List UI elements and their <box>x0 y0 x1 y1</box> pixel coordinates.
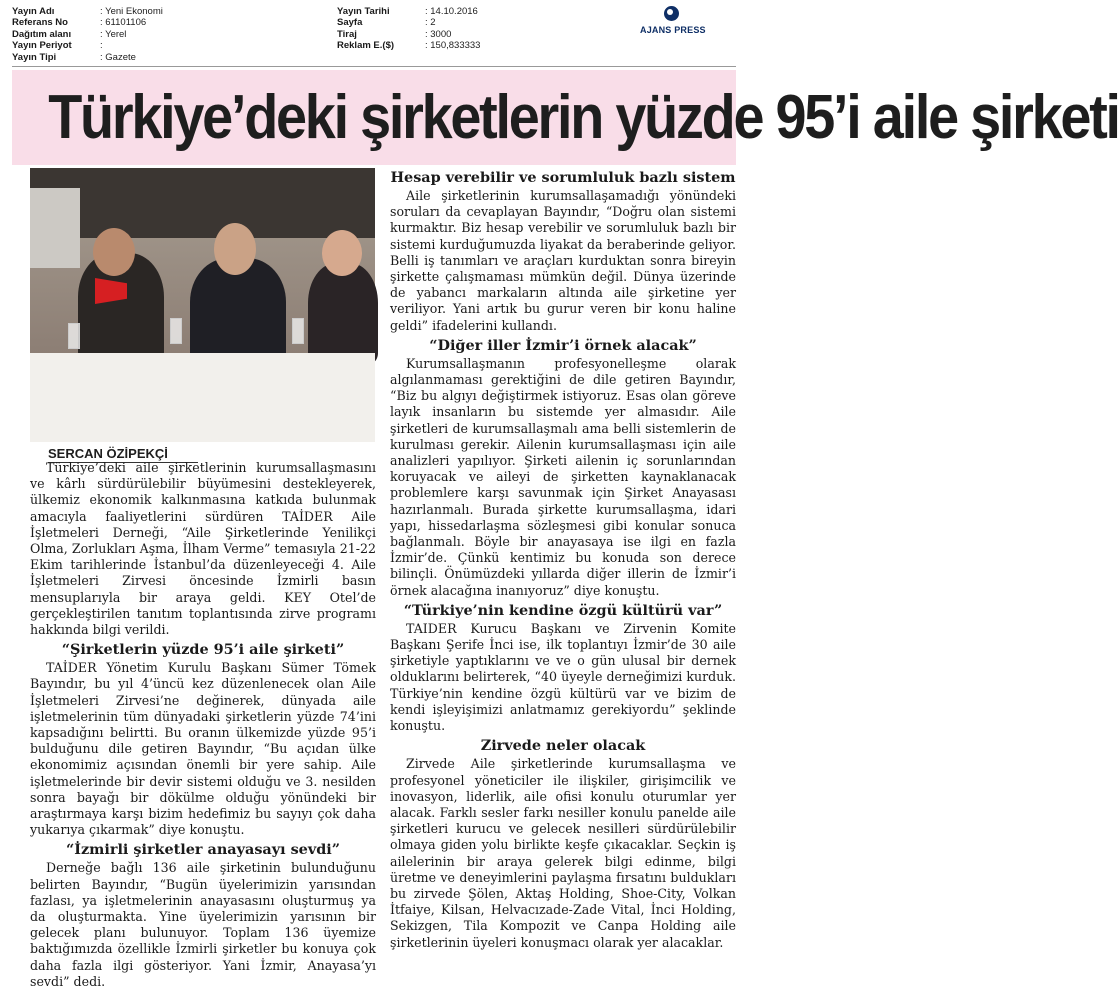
ajans-press-logo <box>640 6 740 40</box>
meta-row <box>12 52 163 63</box>
publication-info-left <box>12 6 163 63</box>
meta-key: Tiraj <box>337 28 357 40</box>
subheading: Zirvede neler olacak <box>480 737 646 755</box>
meta-row <box>12 40 163 51</box>
meta-value: : <box>100 40 103 52</box>
article-photo <box>30 168 375 442</box>
paragraph: Zirvede Aile şirketlerinde kurumsallaşma ve profesyonel yöneticiler ile ilişkiler, girişimcilik ve inovasyon, liderlik, aile ofisi konulu oturumlar yer alacak. Farklı sesler farkı nesiller konulu panelde aile şirketleri kurucu ve gelecek nesilleri sürdürülebilir olmaya giden yolu birlikte keşfe çıkacaklar. Seçkin iş ailelerinin bir araya gelerek bilgi edinme, bilgi üretme ve deneyimlerini paylaşma fırsatını buldukları bu zirvede Şölen, Aktaş Holding, Shoe-City, Volkan İtfaiye, Kilsan, Helvacızade-Zade Vital, İnci Holding, Sekizgen, Tila Kompozit ve Canpa Holding aile şirketlerinin üyeleri konuşmacı olarak yer alacaklar. <box>390 756 736 950</box>
byline: SERCAN ÖZİPEKÇİ <box>48 446 198 463</box>
publication-info-right <box>337 6 480 52</box>
meta-key: Yayın Tipi <box>12 51 57 63</box>
meta-key: Yayın Tarihi <box>337 6 390 17</box>
meta-row <box>337 17 480 28</box>
paragraph: Aile şirketlerinin kurumsallaşamadığı yönündeki soruları da cevaplayan Bayındır, “Doğru olan sistemi kurmaktır. Biz hesap verebilir ve sorumluluk bazlı bir sistemi kurduğumuzda liyakat da beraberinde geliyor. Belli iş tanımları ve araçları kurduktan sonra bireyin şirkette çalışmaması mümkün değil. Dünya üzerinde de yabancı markaların altında aile şirketine yer veriliyor. Yani artık bu gurur veren bir konu haline geldi” ifadelerini kullandı. <box>390 188 736 333</box>
meta-value: : 150,833333 <box>425 40 481 52</box>
meta-key: Yayın Periyot <box>12 40 72 52</box>
meta-row <box>337 40 480 51</box>
meta-value: : Yeni Ekonomi <box>100 6 163 17</box>
meta-row <box>337 6 480 17</box>
meta-key: Reklam E.($) <box>337 40 395 52</box>
meta-key: Dağıtım alanı <box>12 28 72 40</box>
subheading: “İzmirli şirketler anayasayı sevdi” <box>65 841 341 859</box>
article-column-left <box>30 460 376 990</box>
meta-value: : 61101106 <box>100 17 147 29</box>
headline: Türkiye’deki şirketlerin yüzde 95’i aile şirketi <box>48 83 1119 152</box>
meta-value: : 2 <box>425 17 436 29</box>
meta-row <box>337 29 480 40</box>
meta-value: : Gazete <box>100 51 136 63</box>
subheading: “Türkiye’nin kendine özgü kültürü var” <box>403 601 723 619</box>
meta-row <box>12 6 163 17</box>
meta-value: : 14.10.2016 <box>425 6 478 17</box>
globe-icon <box>664 6 679 21</box>
meta-row <box>12 29 163 40</box>
meta-key: Yayın Adı <box>12 6 55 17</box>
meta-value: : Yerel <box>100 28 127 40</box>
paragraph: Türkiye’deki aile şirketlerinin kurumsallaşmasını ve kârlı sürdürülebilir büyümesini destekleyerek, ülkemiz ekonomik kalkınmasına katkıda bulunmak amacıyla faaliyetlerini sürdüren TAİDER Aile İşletmeleri Derneği, “Aile Şirketlerinde Yenilikçi Olma, Zorlukları Aşma, İlham Verme” temasıyla 21-22 Ekim tarihlerinde İstanbul’da düzenleyeceği 4. Aile İşletmeleri Zirvesi öncesinde İzmirli basın mensuplarıyla bir araya geldi. KEY Otel’de gerçekleştirilen tanıtım toplantısında zirve programı hakkında bilgi verildi. <box>30 460 376 638</box>
subheading: Hesap verebilir ve sorumluluk bazlı sistem <box>390 169 736 186</box>
logo-text: AJANS PRESS <box>640 25 706 35</box>
meta-value: : 3000 <box>425 28 452 40</box>
header-divider <box>12 66 736 67</box>
subheading: “Şirketlerin yüzde 95’i aile şirketi” <box>61 641 345 659</box>
headline-banner <box>12 70 1119 165</box>
article-column-right <box>390 168 736 951</box>
subheading: “Diğer iller İzmir’i örnek alacak” <box>429 336 697 354</box>
meta-key: Sayfa <box>337 17 363 29</box>
paragraph: TAIDER Kurucu Başkanı ve Zirvenin Komite Başkanı Şerife İnci ise, ilk toplantıyı İzmir’de 30 aile şirketiyle yaptıklarını ve ve o gün ulusal bir dernek olduklarını belirterek, “40 üyeyle derneğimizi kurduk. Türkiye’nin kendine özgü kültürü var ve bizim de kendi işleyişimizi anlatmamız gerekiyordu” şeklinde konuştu. <box>390 620 736 734</box>
meta-row <box>12 17 163 28</box>
meta-key: Referans No <box>12 17 68 29</box>
paragraph: Derneğe bağlı 136 aile şirketinin bulunduğunu belirten Bayındır, “Bugün üyelerimizin yarısından fazlası, ya işletmelerinin anayasasını oluşturmuş ya da oluşturmakta. Yine üyelerimizin yarısının bir gelecek planı bulunuyor. Toplam 136 üyemize baktığımızda özellikle İzmirli şirketler bu konuya çok daha fazla ilgi gösteriyor. Yani İzmir, Anayasa’yı sevdi” dedi. <box>30 860 376 989</box>
paragraph: Kurumsallaşmanın profesyonelleşme olarak algılanmaması gerektiğini de dile getiren Bayındır, “Biz bu algıyı değiştirmek istiyoruz. Esas olan göreve layık insanların bu sistemde yer almasıdır. Aile şirketleri de kurumsallaşmalı ama belli sistemlerin de kurulması gerekir. Ailenin kurumsallaşması için aile analizleri yapılıyor. Şirketi ailenin iç sorunlarından koruyacak ve aileyi de şirketten kaynaklanacak problemlere karşı savunmak için Şirket Anayasası hazırlanmalı. Burada şirkette kurumsallaşma, idari yapı, hissedarlaşma sözleşmesi gibi konular sonuca bağlanmalı. Böyle bir anayasaya ise ilgi en fazla İzmir’de. Çünkü kentimiz bu konuda son derece bilinçli. Önümüzdeki yıllarda diğer illerin de İzmir’i örnek alacağına inanıyoruz” diye konuştu. <box>390 355 736 598</box>
paragraph: TAİDER Yönetim Kurulu Başkanı Sümer Tömek Bayındır, bu yıl 4’üncü kez düzenlenecek olan Aile İşletmeleri Zirvesi’ne değinerek, dünyada aile işletmelerinin tüm dünyadaki şirketlerin yüzde 74’ini kapsadığını belirtti. Bu oranın ülkemizde yüzde 95’i bulduğunu dile getiren Bayındır, “Bu açıdan ülke ekonomimiz açısından önemli bir yere sahip. Aile işletmelerinde bir devir sistemi olduğu ve 3. nesilden sonra bayağı bir dökülme olduğu yönündeki bir araştırmaya karşı bizim hedefimiz bu sayıyı çok daha yukarıya çıkarmak” diye konuştu. <box>30 660 376 838</box>
